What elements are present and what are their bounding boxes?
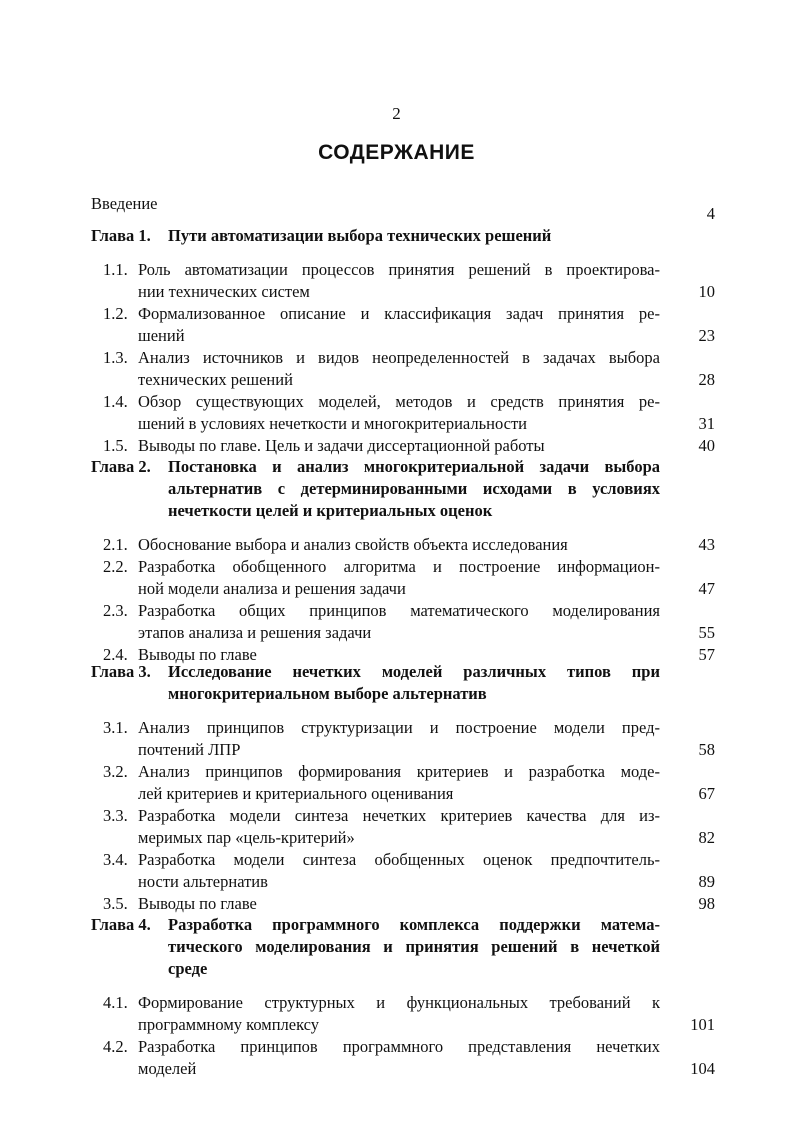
toc-section-page: 67 bbox=[698, 784, 715, 803]
toc-section-page: 82 bbox=[698, 828, 715, 847]
toc-section-title-line: этапов анализа и решения задачи bbox=[138, 623, 372, 642]
toc-section-title-line: шений bbox=[138, 326, 185, 345]
toc-section-title-line: Формирование структурных и функциональных требований к bbox=[138, 993, 660, 1012]
toc-section-number: 2.4. bbox=[103, 645, 128, 664]
toc-section-title-line: Анализ принципов формирования критериев и разработка моде- bbox=[138, 762, 660, 781]
toc-section-page: 47 bbox=[698, 579, 715, 598]
toc-section-number: 1.4. bbox=[103, 392, 128, 411]
toc-section-title-line: почтений ЛПР bbox=[138, 740, 241, 759]
toc-chapter-title-line: многокритериальном выборе альтернатив bbox=[168, 684, 487, 703]
toc-section-title-line: Роль автоматизации процессов принятия решений в проектирова- bbox=[138, 260, 660, 279]
toc-chapter-title-line: нечеткости целей и критериальных оценок bbox=[168, 501, 493, 520]
toc-chapter-title-line: Постановка и анализ многокритериальной задачи выбора bbox=[168, 457, 660, 476]
toc-chapter-title-line: тического моделирования и принятия решений в нечеткой bbox=[168, 937, 660, 956]
toc-chapter-title-line: Исследование нечетких моделей различных типов при bbox=[168, 662, 660, 681]
toc-section-title-line: Обоснование выбора и анализ свойств объекта исследования bbox=[138, 535, 568, 554]
toc-section-page: 31 bbox=[698, 414, 715, 433]
toc-section-page: 10 bbox=[698, 282, 715, 301]
toc-section-title-line: Выводы по главе bbox=[138, 645, 257, 664]
toc-section-title-line: шений в условиях нечеткости и многокритериальности bbox=[138, 414, 527, 433]
toc-chapter-title-line: альтернатив с детерминированными исходами в условиях bbox=[168, 479, 660, 498]
toc-section-number: 1.5. bbox=[103, 436, 128, 455]
toc-section-page: 40 bbox=[698, 436, 715, 455]
page-title: СОДЕРЖАНИЕ bbox=[318, 141, 475, 164]
toc-intro-label: Введение bbox=[91, 194, 158, 213]
toc-chapter-title-line: Разработка программного комплекса поддержки матема- bbox=[168, 915, 660, 934]
toc-chapter-title-line: Пути автоматизации выбора технических решений bbox=[168, 226, 552, 245]
toc-section-title-line: Разработка обобщенного алгоритма и построение информацион- bbox=[138, 557, 660, 576]
toc-section-title-line: лей критериев и критериального оценивания bbox=[138, 784, 454, 803]
page-number: 2 bbox=[392, 104, 401, 123]
toc-chapter-label: Глава 1. bbox=[91, 226, 151, 245]
toc-section-title-line: Разработка модели синтеза обобщенных оценок предпочтитель- bbox=[138, 850, 660, 869]
toc-section-title-line: программному комплексу bbox=[138, 1015, 320, 1034]
toc-section-page: 104 bbox=[690, 1059, 715, 1078]
toc-section-number: 3.3. bbox=[103, 806, 128, 825]
toc-section-title-line: Разработка принципов программного представления нечетких bbox=[138, 1037, 660, 1056]
toc-section-title-line: Формализованное описание и классификация задач принятия ре- bbox=[138, 304, 660, 323]
toc-section-page: 55 bbox=[698, 623, 715, 642]
toc-section-title-line: ности альтернатив bbox=[138, 872, 268, 891]
toc-section-number: 3.4. bbox=[103, 850, 128, 869]
toc-section-title-line: Разработка модели синтеза нечетких критериев качества для из- bbox=[138, 806, 660, 825]
toc-section-number: 3.5. bbox=[103, 894, 128, 913]
toc-intro-page: 4 bbox=[706, 204, 715, 223]
toc-section-title-line: Выводы по главе. Цель и задачи диссертационной работы bbox=[138, 436, 545, 455]
toc-section-number: 2.3. bbox=[103, 601, 128, 620]
toc-chapter-label: Глава 2. bbox=[91, 457, 151, 476]
toc-section-page: 89 bbox=[698, 872, 715, 891]
toc-section-title-line: технических решений bbox=[138, 370, 293, 389]
toc-section-page: 101 bbox=[690, 1015, 715, 1034]
toc-section-number: 1.1. bbox=[103, 260, 128, 279]
toc-chapter-label: Глава 4. bbox=[91, 915, 151, 934]
toc-section-number: 2.2. bbox=[103, 557, 128, 576]
toc-section-number: 4.2. bbox=[103, 1037, 128, 1056]
toc-section-page: 28 bbox=[698, 370, 715, 389]
toc-section-title-line: Анализ принципов структуризации и построение модели пред- bbox=[138, 718, 660, 737]
toc-section-number: 3.2. bbox=[103, 762, 128, 781]
toc-section-number: 1.3. bbox=[103, 348, 128, 367]
toc-chapter-label: Глава 3. bbox=[91, 662, 151, 681]
toc-section-number: 4.1. bbox=[103, 993, 128, 1012]
toc-section-title-line: моделей bbox=[138, 1059, 197, 1078]
toc-section-title-line: Разработка общих принципов математического моделирования bbox=[138, 601, 660, 620]
toc-chapter-title-line: среде bbox=[168, 959, 208, 978]
toc-section-title-line: Обзор существующих моделей, методов и средств принятия ре- bbox=[138, 392, 660, 411]
toc-section-title-line: меримых пар «цель-критерий» bbox=[138, 828, 355, 847]
toc-section-page: 58 bbox=[698, 740, 715, 759]
toc-section-page: 98 bbox=[698, 894, 715, 913]
toc-section-title-line: Анализ источников и видов неопределенностей в задачах выбора bbox=[138, 348, 660, 367]
toc-section-page: 57 bbox=[698, 645, 715, 664]
toc-section-title-line: Выводы по главе bbox=[138, 894, 257, 913]
toc-section-title-line: нии технических систем bbox=[138, 282, 310, 301]
toc-section-number: 3.1. bbox=[103, 718, 128, 737]
toc-section-page: 23 bbox=[698, 326, 715, 345]
toc-section-number: 1.2. bbox=[103, 304, 128, 323]
toc-section-title-line: ной модели анализа и решения задачи bbox=[138, 579, 406, 598]
toc-section-number: 2.1. bbox=[103, 535, 128, 554]
toc-section-page: 43 bbox=[698, 535, 715, 554]
